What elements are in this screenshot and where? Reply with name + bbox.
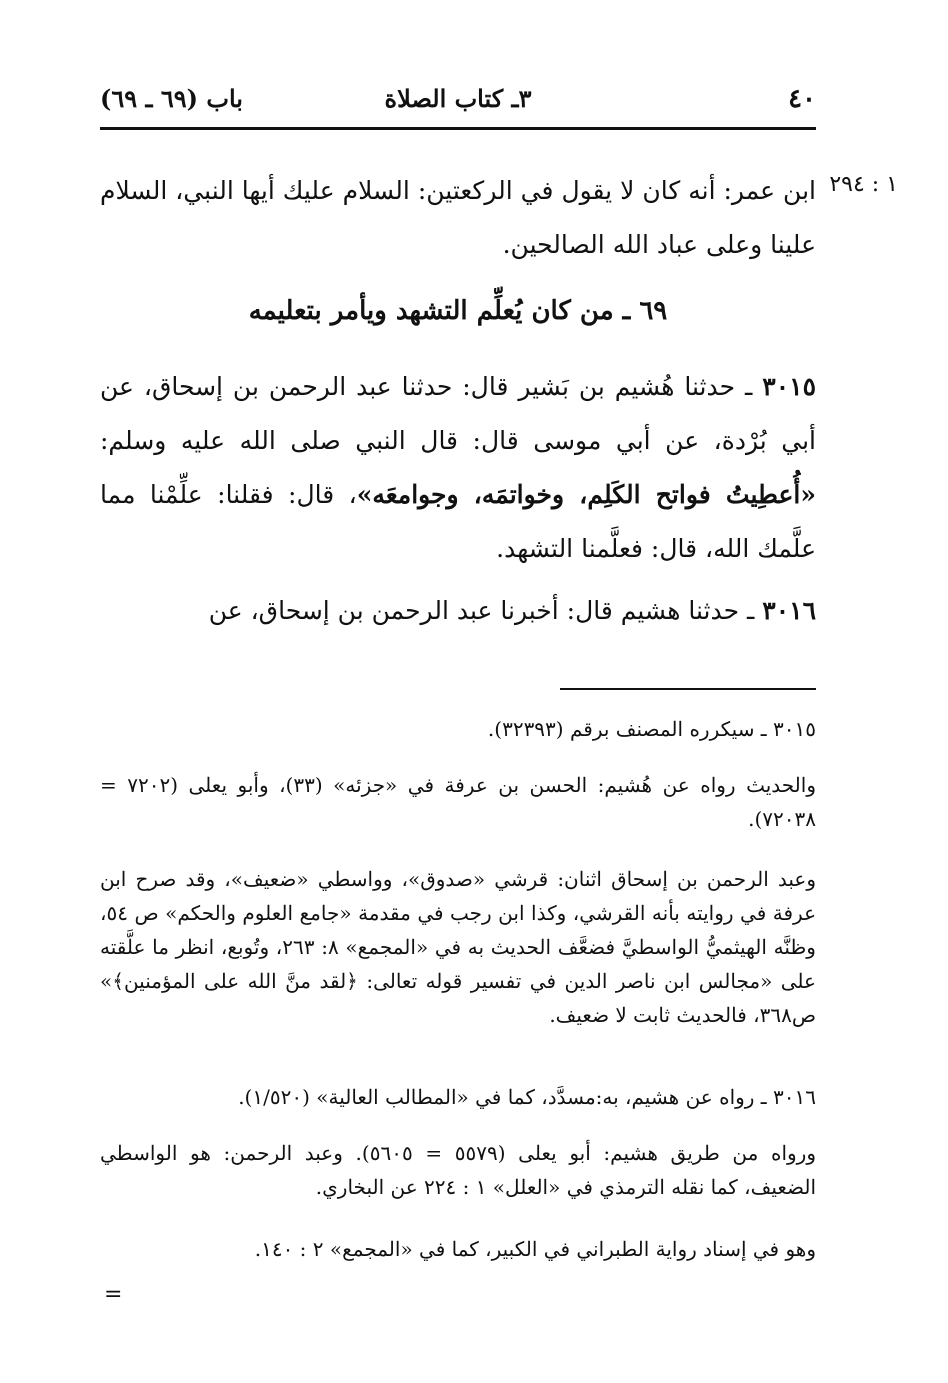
footnote: ٣٠١٦ ـ رواه عن هشيم، به:مسدَّد، كما في «المطالب العالية» (١/٥٢٠). [238, 1085, 816, 1109]
header-rule [100, 127, 816, 130]
hadith-text: ـ حدثنا هشيم قال: أخبرنا عبد الرحمن بن إسحاق، عن [208, 596, 763, 625]
page-header [100, 80, 816, 120]
footnote: وهو في إسناد رواية الطبراني في الكبير، كما في «المجمع» ٢ : ١٤٠. [254, 1237, 816, 1261]
hadith-number: ٣٠١٥ [762, 372, 816, 401]
hadith-3015 [100, 360, 816, 576]
section-heading: ٦٩ ـ من كان يُعلِّم التشهد ويأمر بتعليمه [248, 296, 668, 326]
hadith-quote: «أُعطِيتُ فواتح الكَلِم، وخواتمَه، وجوامعَه» [356, 480, 816, 509]
hadith-text-end: ، قال: فقلنا: علِّمْنا مما علَّمك الله، قال: فعلَّمنا التشهد. [100, 480, 816, 563]
continuation-mark: = [104, 1282, 123, 1307]
margin-reference: ١ : ٢٩٤ [829, 172, 898, 197]
footnote-separator [560, 688, 816, 690]
hadith-3016 [100, 584, 816, 638]
page-number: ٤٠ [788, 84, 816, 114]
chapter-range: باب (٦٩ ـ ٦٩) [100, 84, 243, 113]
footnote: والحديث رواه عن هُشيم: الحسن بن عرفة في «جزئه» (٣٣)، وأبو يعلى (٧٢٠٢ = ٧٢٠٣٨). [100, 773, 816, 831]
footnote: وعبد الرحمن بن إسحاق اثنان: قرشي «صدوق»، وواسطي «ضعيف»، وقد صرح ابن عرفة في روايته بأنه القرشي، وكذا ابن رجب في مقدمة «جامع العلوم والحكم» ص ٥٤، وظنَّه الهيثميُّ الواسطيَّ فضعَّف الحديث به في «المجمع» ٨: ٢٦٣، وتُوبع، انظر ما علَّقته على «مجالس ابن ناصر الدين في تفسير قوله تعالى: ﴿لقد منَّ الله على المؤمنين﴾» ص٣٦٨، فالحديث ثابت لا ضعيف. [100, 867, 816, 1027]
footnote: ورواه من طريق هشيم: أبو يعلى (٥٥٧٩ = ٥٦٠٥). وعبد الرحمن: هو الواسطي الضعيف، كما نقله الترمذي في «العلل» ١ : ٢٢٤ عن البخاري. [100, 1141, 816, 1199]
footnote: ٣٠١٥ ـ سيكرره المصنف برقم (٣٢٣٩٣). [487, 717, 816, 741]
hadith-number: ٣٠١٦ [762, 596, 816, 625]
intro-paragraph: ابن عمر: أنه كان لا يقول في الركعتين: السلام عليك أيها النبي، السلام علينا وعلى عباد الله الصالحين. [100, 176, 816, 259]
hadith-text: ـ حدثنا هُشيم بن بَشير قال: حدثنا عبد الرحمن بن إسحاق، عن أبي بُرْدة، عن أبي موسى قال: قال النبي صلى الله عليه وسلم: [100, 372, 816, 455]
book-title: ٣ـ كتاب الصلاة [384, 84, 532, 113]
